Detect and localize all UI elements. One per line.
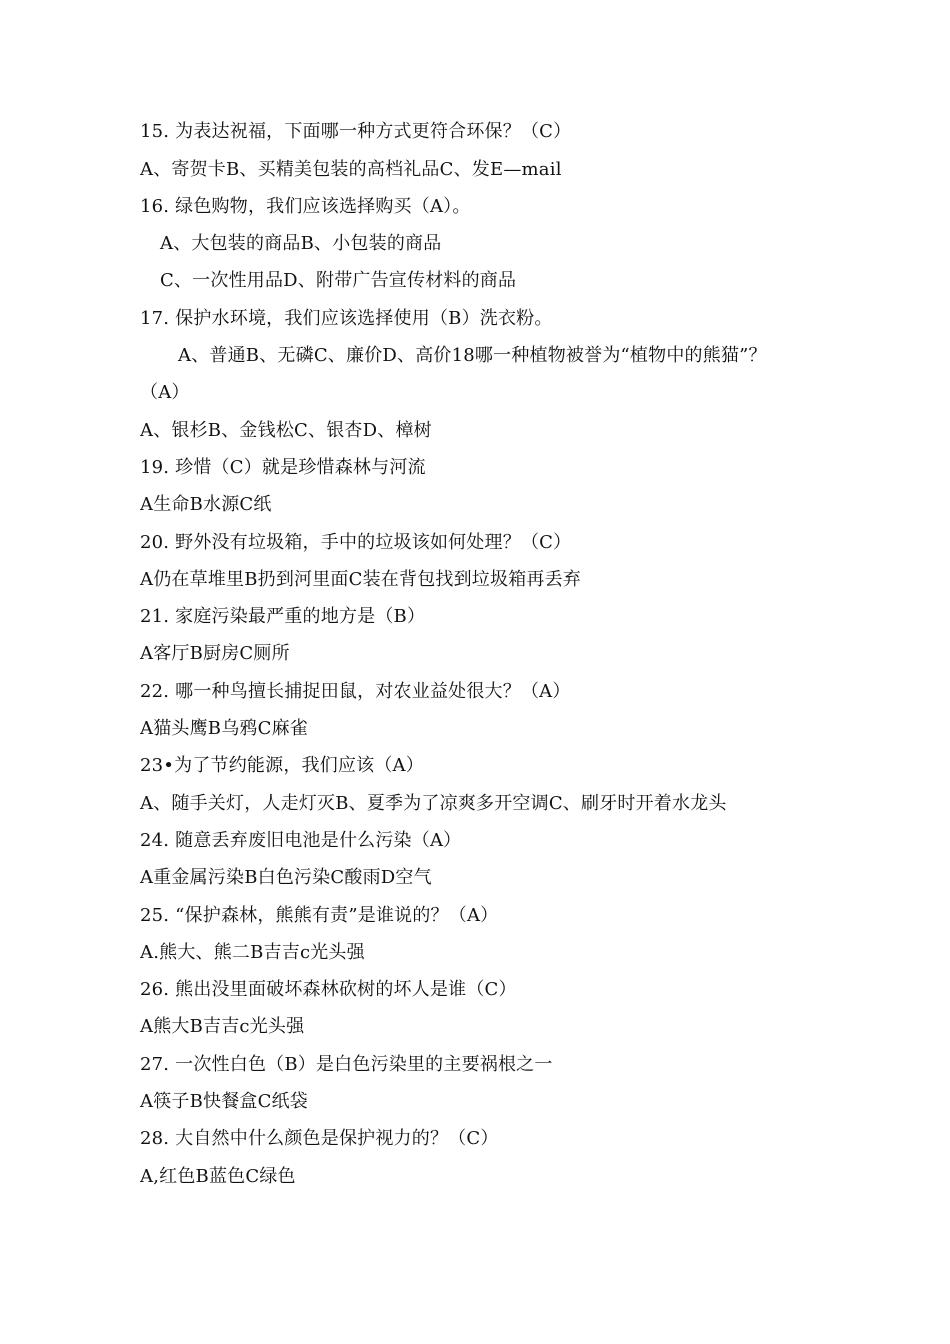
question-21: 21. 家庭污染最严重的地方是（B） (140, 606, 426, 627)
question-28: 28. 大自然中什么颜色是保护视力的？（C） (140, 1128, 499, 1149)
question-24: 24. 随意丢弃废旧电池是什么污染（A） (140, 830, 462, 851)
question-26: 26. 熊出没里面破坏森林砍树的坏人是谁（C） (140, 979, 517, 1000)
question-22: 22. 哪一种鸟擅长捕捉田鼠，对农业益处很大？（A） (140, 681, 571, 702)
options-22: A猫头鹰B乌鸦C麻雀 (140, 718, 308, 739)
options-23: A、随手关灯，人走灯灭B、夏季为了凉爽多开空调C、刷牙时开着水龙头 (140, 793, 727, 814)
question-15: 15. 为表达祝福，下面哪一种方式更符合环保？（C） (140, 121, 572, 142)
options-15: A、寄贺卡B、买精美包装的高档礼品C、发E—mail (140, 159, 562, 180)
answer-18: （A） (140, 382, 190, 403)
question-25: 25. “保护森林，熊熊有责”是谁说的？（A） (140, 905, 499, 926)
options-19: A生命B水源C纸 (140, 494, 272, 515)
options-18: A、银杉B、金钱松C、银杏D、樟树 (140, 420, 432, 441)
options-20: A仍在草堆里B扔到河里面C装在背包找到垃圾箱再丢弃 (140, 569, 581, 590)
options-25: A.熊大、熊二B吉吉c光头强 (140, 942, 365, 963)
question-19: 19. 珍惜（C）就是珍惜森林与河流 (140, 457, 426, 478)
options-26: A熊大B吉吉c光头强 (140, 1016, 305, 1037)
options-17-question-18: A、普通B、无磷C、廉价D、高价18哪一种植物被誉为“植物中的熊猫”？ (178, 345, 767, 366)
question-16: 16. 绿色购物，我们应该选择购买（A）。 (140, 196, 471, 217)
question-23: 23•为了节约能源，我们应该（A） (140, 755, 424, 776)
question-20: 20. 野外没有垃圾箱，手中的垃圾该如何处理？（C） (140, 532, 572, 553)
question-17: 17. 保护水环境，我们应该选择使用（B）洗衣粉。 (140, 308, 553, 329)
options-28: A,红色B蓝色C绿色 (140, 1166, 296, 1187)
options-16-line2: C、一次性用品D、附带广告宣传材料的商品 (160, 270, 517, 291)
question-27: 27. 一次性白色（B）是白色污染里的主要祸根之一 (140, 1054, 553, 1075)
options-16-line1: A、大包装的商品B、小包装的商品 (160, 233, 442, 254)
options-24: A重金属污染B白色污染C酸雨D空气 (140, 867, 432, 888)
options-27: A筷子B快餐盒C纸袋 (140, 1091, 308, 1112)
options-21: A客厅B厨房C厕所 (140, 643, 290, 664)
